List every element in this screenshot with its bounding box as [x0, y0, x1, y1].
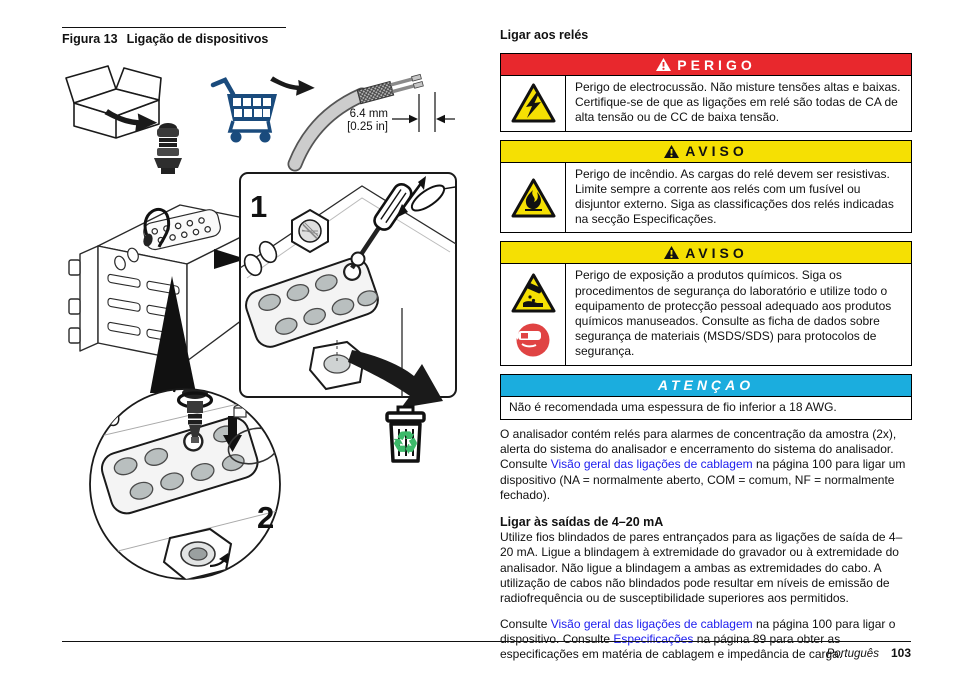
trash-recycle-icon	[387, 407, 424, 461]
arrow-purchase-icon	[270, 76, 315, 95]
inline-link[interactable]: Especificações	[613, 631, 694, 646]
cable-gland-illustration	[154, 123, 182, 174]
danger-header	[501, 54, 911, 75]
figure-caption-rule	[62, 27, 286, 28]
warning-fire-header	[501, 141, 911, 162]
recycle-symbol-icon: ♻	[392, 427, 419, 460]
warning-triangle-icon	[664, 246, 679, 259]
text-segment: na página 100 para ligar o dispositivo. Consulte	[500, 616, 896, 646]
text-segment: na página 89 para obter as especificações em matéria de cablagem e impedância de carga.	[500, 631, 843, 662]
warning-triangle-icon	[664, 145, 679, 158]
danger-box	[500, 53, 912, 132]
danger-icon-cell	[501, 76, 566, 131]
face-shield-icon	[514, 322, 552, 358]
paragraph-relays	[500, 427, 912, 503]
danger-text: Perigo de electrocussão. Não misture tensões altas e baixas. Certifique-se de que as ligações em relé são todas de CA de alta tensão ou de CC de baixa tensão.	[575, 80, 901, 125]
step-2-label: 2	[257, 500, 275, 535]
text-column	[500, 28, 912, 673]
figure-caption	[62, 32, 268, 46]
footer	[827, 646, 911, 660]
notice-title: ATENÇAO	[657, 377, 755, 394]
dimension-callout	[392, 92, 455, 132]
figure-caption-label: Figura 13	[62, 32, 118, 46]
paragraph-outputs: Utilize fios blindados de pares entrançados para as ligações de saída de 4–20 mA. Ligue a blindagem à extremidade do gravador ou à extremidade do analisador. Não ligue a blindagem a ambas as extremidades do cabo. A utilização de cabos não blindados pode resultar em níveis de emissão de radiofrequência ou de susceptibilidade superiores aos permitidos.	[500, 530, 903, 606]
danger-title: PERIGO	[677, 56, 756, 73]
text-segment: O analisador contém relés para alarmes de concentração da amostra (2x), alerta do sistema do analisador e encerramento do sistema do analisador. Consulte	[500, 426, 897, 472]
warning-fire-box	[500, 140, 912, 234]
warning-chem-box	[500, 241, 912, 365]
notice-box	[500, 374, 912, 420]
dimension-label-mm: 6.4 mm	[349, 108, 388, 120]
notice-header	[501, 375, 911, 396]
shopping-cart-icon	[213, 80, 277, 143]
text-segment: Consulte	[500, 616, 551, 631]
footer-page-number: 103	[890, 646, 911, 660]
warning-chem-title: AVISO	[685, 244, 748, 261]
open-box-illustration	[66, 66, 161, 138]
warning-chem-icon-cell	[501, 264, 566, 364]
text-segment: na página 100 para ligar um dispositivo (NA = normalmente aberto, COM = comum, NF = normalmente fechado).	[500, 457, 906, 502]
inline-link[interactable]: Visão geral das ligações de cablagem	[550, 616, 753, 631]
warning-chem-header	[501, 242, 911, 263]
warning-chem-text: Perigo de exposição a produtos químicos. Siga os procedimentos de segurança do laboratório e utilize todo o equipamento de protecção pessoal adequado aos produtos químicos manuseados. Consulte as ficha de dados sobre segurança de materiais (MSDS/SDS) para protocolos de segurança.	[575, 268, 892, 359]
warning-fire-title: AVISO	[685, 143, 748, 160]
notice-text: Não é recomendada uma espessura de fio inferior a 18 AWG.	[501, 396, 911, 419]
warning-triangle-icon	[656, 58, 671, 71]
figure-caption-title: Ligação de dispositivos	[126, 32, 269, 46]
warning-fire-icon-cell	[501, 163, 566, 233]
chemical-hazard-icon	[510, 272, 557, 314]
footer-language: Português	[826, 648, 879, 660]
fire-hazard-icon	[510, 177, 557, 219]
heading-ligar-aos-reles: Ligar aos relés	[500, 28, 589, 42]
cable-illustration	[295, 73, 455, 164]
heading-ligar-saidas: Ligar às saídas de 4–20 mA	[500, 515, 664, 530]
figure-13	[62, 56, 472, 641]
warning-fire-text: Perigo de incêndio. As cargas do relé devem ser resistivas. Limite sempre a corrente aos relés com um fusível ou disjuntor externo. Siga as classificações dos relés indicadas na secção Especificações.	[575, 166, 894, 227]
step-1-label: 1	[250, 189, 268, 224]
inline-link[interactable]: Visão geral das ligações de cablagem	[550, 457, 753, 472]
footer-rule	[62, 641, 911, 642]
electrical-hazard-icon	[510, 82, 557, 124]
dimension-label-in: [0.25 in]	[347, 121, 388, 133]
figure-13-illustration	[62, 56, 472, 641]
